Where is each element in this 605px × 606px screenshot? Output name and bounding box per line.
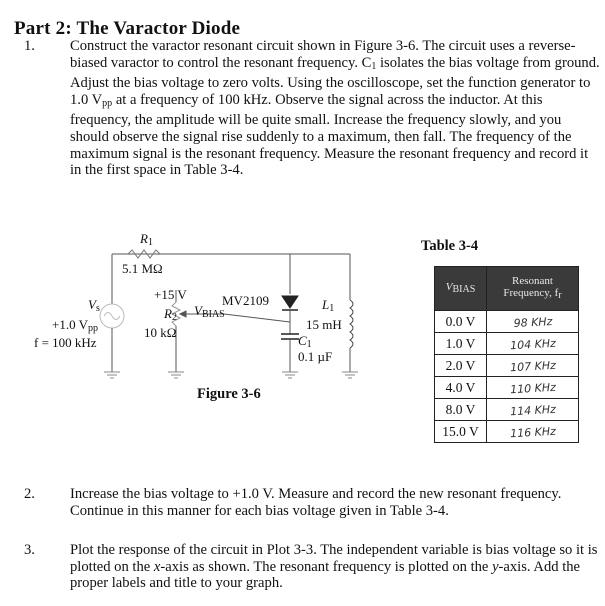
- r1-value: 5.1 MΩ: [122, 261, 163, 276]
- vbias-cell: 1.0 V: [435, 333, 487, 355]
- vs-label: $V_s$: [88, 297, 100, 314]
- l1-inductor: [350, 300, 353, 348]
- part-title: Part 2: The Varactor Diode: [14, 18, 241, 39]
- frequency-cell: 104 KHz: [486, 330, 579, 357]
- figure-caption: Figure 3-6: [197, 386, 261, 402]
- step-text-part: -axis as shown. The resonant frequency is plotted on the: [160, 558, 493, 575]
- table-row: [435, 311, 579, 333]
- step-text-sub: 1: [371, 60, 377, 72]
- col-vbias-header: VBIAS: [435, 267, 487, 311]
- step-text: Increase the bias voltage to +1.0 V. Measure and record the new resonant frequency. Continue in this manner for each bias voltage given in Table 3-4.: [70, 486, 562, 519]
- col-frequency-header: Resonant Frequency, fr: [487, 267, 579, 311]
- step-text-part: isolates the bias voltage from ground. Adjust the bias voltage to zero volts. Using the oscilloscope, set the function generator to 1.0 V: [70, 54, 600, 108]
- frequency-cell: 107 KHz: [486, 352, 579, 379]
- c1-value: 0.1 µF: [298, 349, 333, 364]
- step-number: 3.: [24, 542, 35, 558]
- vbias-cell: 2.0 V: [435, 355, 487, 377]
- step-text: [70, 38, 602, 179]
- frequency-cell: 116 KHz: [486, 418, 579, 445]
- l1-value: 15 mH: [306, 317, 342, 332]
- source-amplitude: +1.0 $V_{pp}$: [52, 317, 98, 334]
- frequency-cell: 98 KHz: [486, 308, 579, 335]
- step-text-part: Construct the varactor resonant circuit shown in Figure 3-6. The circuit uses a reverse-biased varactor to control the resonant frequency. C: [70, 38, 576, 71]
- vbias-cell: 0.0 V: [435, 311, 487, 333]
- step-text-part: Plot the response of the circuit in Plot 3-3. The independent variable is bias voltage so it is plotted on the: [70, 542, 598, 575]
- step-number: 1.: [24, 38, 35, 54]
- r2-label: $R_2$: [164, 306, 177, 323]
- step-number: 2.: [24, 486, 35, 502]
- frequency-cell: 110 KHz: [486, 374, 579, 401]
- vbias-label: $V_{BIAS}$: [194, 303, 225, 320]
- vbias-cell: 8.0 V: [435, 399, 487, 421]
- step-text-sub: pp: [102, 97, 113, 109]
- table-row: [435, 355, 579, 377]
- step-text-part: at a frequency of 100 kHz. Observe the signal across the inductor. At this frequency, the amplitude will be quite small. Increase the frequency slowly, and you should observe the signal rise suddenly to a maximum, then fall. The frequency of the maximum signal is the resonant frequency. Measure the resonant frequency and record it in the first space in Table 3-4.: [70, 91, 589, 179]
- figure-3-6: [0, 222, 400, 412]
- r2-value: 10 kΩ: [144, 325, 177, 340]
- table-row: [435, 333, 579, 355]
- frequency-cell: 114 KHz: [486, 396, 579, 423]
- source-frequency: f = 100 kHz: [34, 335, 97, 350]
- table-3-4: [434, 266, 579, 443]
- varactor-diode: [282, 296, 298, 308]
- c1-label: $C_1$: [298, 333, 312, 350]
- table-row: [435, 377, 579, 399]
- vbias-cell: 4.0 V: [435, 377, 487, 399]
- table-title: Table 3-4: [421, 238, 479, 254]
- diode-label: MV2109: [222, 293, 269, 308]
- l1-label: $L_1$: [322, 297, 335, 314]
- vbias-cell: 15.0 V: [435, 421, 487, 443]
- step-text-var: x: [153, 558, 161, 575]
- ground-symbols: [104, 372, 358, 378]
- table-row: [435, 399, 579, 421]
- r1-label: $R_1$: [140, 231, 153, 248]
- step-text-var: y: [492, 558, 499, 575]
- supply-voltage: +15 V: [154, 287, 187, 302]
- step-text-part: -axis. Add the proper labels and title to your graph.: [70, 558, 581, 592]
- table-row: [435, 421, 579, 443]
- step-text: [70, 542, 602, 592]
